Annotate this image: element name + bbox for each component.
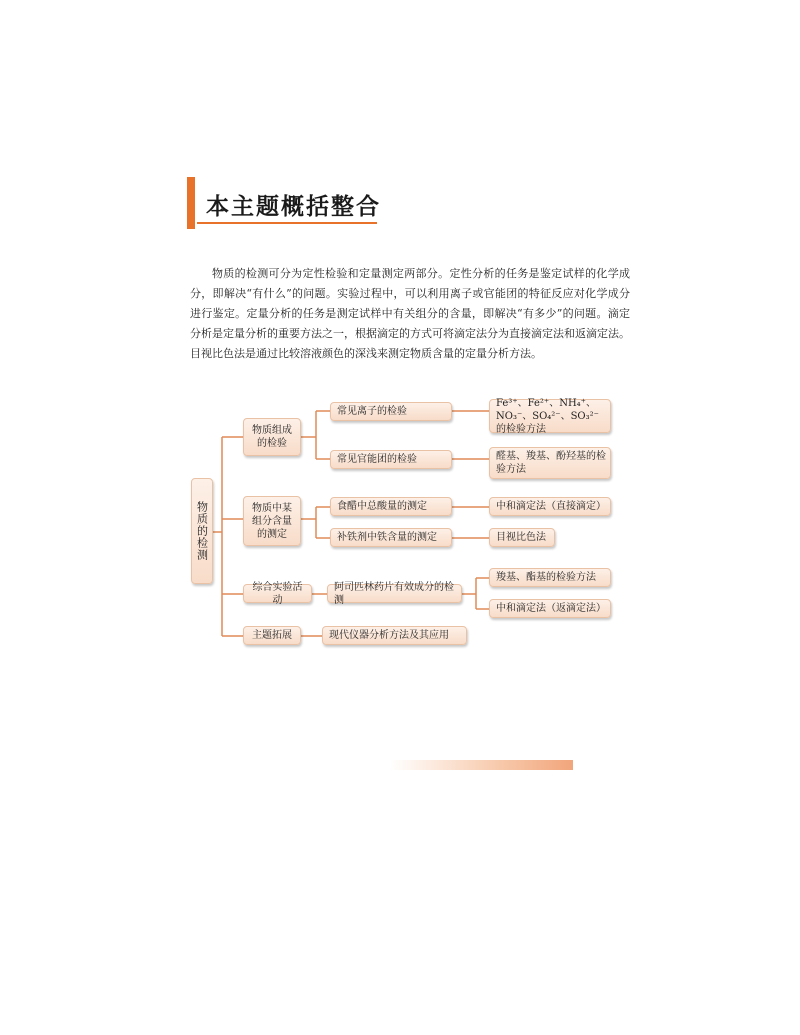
page-title: 本主题概括整合 bbox=[206, 194, 381, 220]
page-number-mark bbox=[586, 778, 646, 788]
node-instruments: 现代仪器分析方法及其应用 bbox=[322, 626, 467, 645]
node-back-titration: 中和滴定法（返滴定法） bbox=[489, 599, 611, 618]
node-root: 物质的检测 bbox=[191, 478, 213, 584]
node-group-methods: 醛基、羧基、酚羟基的检验方法 bbox=[489, 447, 611, 479]
node-aspirin: 阿司匹林药片有效成分的检测 bbox=[327, 584, 462, 603]
node-extension: 主题拓展 bbox=[243, 626, 301, 645]
footer-gradient-bar bbox=[390, 760, 573, 770]
node-composition: 物质组成的检验 bbox=[243, 418, 301, 456]
node-common-ion: 常见离子的检验 bbox=[330, 402, 452, 421]
node-iron: 补铁剂中铁含量的测定 bbox=[330, 528, 452, 547]
node-activity: 综合实验活动 bbox=[243, 584, 312, 603]
node-content: 物质中某组分含量的测定 bbox=[243, 496, 301, 546]
intro-text: 物质的检测可分为定性检验和定量测定两部分。定性分析的任务是鉴定试样的化学成分，即解决“有什么”的问题。实验过程中，可以利用离子或官能团的特征反应对化学成分进行鉴定。定量分析的任务是测定试样中有关组分的含量，即解决“有多少”的问题。滴定分析是定量分析的重要方法之一，根据滴定的方式可将滴定法分为直接滴定法和返滴定法。目视比色法是通过比较溶液颜色的深浅来测定物质含量的定量分析方法。 bbox=[190, 267, 630, 360]
node-colorimetry: 目视比色法 bbox=[489, 528, 555, 547]
node-ester-groups: 羧基、酯基的检验方法 bbox=[489, 568, 611, 587]
node-common-group: 常见官能团的检验 bbox=[330, 450, 452, 469]
node-vinegar: 食醋中总酸量的测定 bbox=[330, 497, 452, 516]
node-direct-titration: 中和滴定法（直接滴定） bbox=[489, 497, 611, 516]
node-ion-methods: Fe³⁺、Fe²⁺、NH₄⁺、NO₃⁻、SO₄²⁻、SO₃²⁻的检验方法 bbox=[489, 399, 611, 433]
